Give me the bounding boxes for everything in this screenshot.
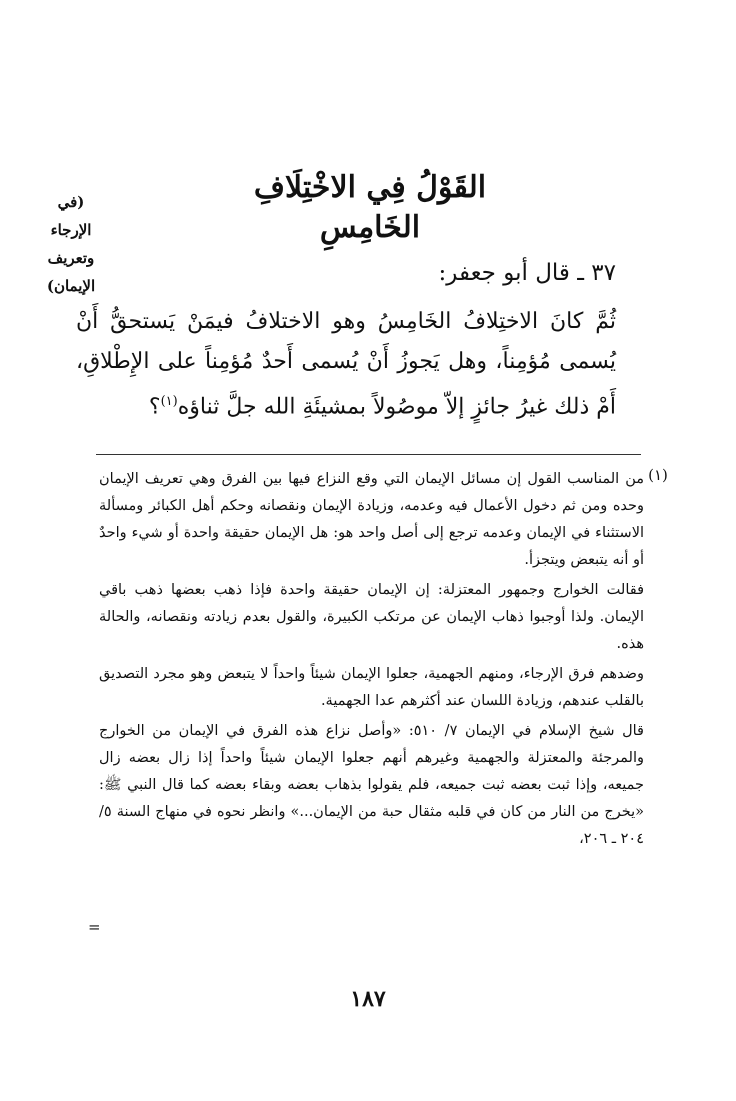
- footnote-divider: [96, 454, 641, 455]
- margin-note-line: (في: [57, 193, 85, 211]
- footnote-paragraph: فقالت الخوارج وجمهور المعتزلة: إن الإيمان حقيقة واحدة فإذا ذهب بعضها ذهب باقي الإيمان. ولذا أوجبوا ذهاب الإيمان عن مرتكب الكبيرة، والقول بعدم زيادته ونقصانه، والحالة هذه.: [99, 582, 644, 652]
- footnote-text: [99, 466, 644, 856]
- margin-note-line: الإيمان): [46, 277, 96, 295]
- main-text: [76, 302, 616, 427]
- footnote-paragraph: من المناسب القول إن مسائل الإيمان التي وقع النزاع فيها بين الفرق وهي تعريف الإيمان وحده ومن ثم دخول الأعمال فيه وعدمه، وزيادة الإيمان ونقصانه وحكم أهل الكبائر ومسألة الاستثناء في الإيمان وعدمه ترجع إلى أصل واحد هو: هل الإيمان حقيقة واحدة أو شيء واحدٌ أو أنه يتبعض ويتجزأ.: [99, 471, 644, 568]
- section-heading: ٣٧ ـ قال أبو جعفر:: [438, 260, 616, 286]
- margin-note: [30, 188, 112, 300]
- footnote-number: (١): [648, 466, 668, 484]
- footnote-reference: (١): [160, 394, 178, 409]
- main-paragraph: [76, 302, 616, 427]
- margin-note-line: الإرجاء: [50, 221, 92, 239]
- footnote-paragraph: وضدهم فرق الإرجاء، ومنهم الجهمية، جعلوا الإيمان شيئاً واحداً لا يتبعض وهو مجرد التصديق بالقلب عندهم، وزيادة اللسان عند أكثرهم عدا الجهمية.: [99, 666, 644, 709]
- question-mark: ؟: [148, 394, 161, 420]
- footnote-paragraph: قال شيخ الإسلام في الإيمان ٧/ ٥١٠: «وأصل نزاع هذه الفرق في الإيمان من الخوارج والمرجئة والمعتزلة والجهمية وغيرهم أنهم جعلوا الإيمان شيئاً واحداً إذا زال بعضه زال جميعه، وإذا ثبت بعضه ثبت جميعه، فلم يقولوا بذهاب بعضه وبقاء بعضه كما قال النبي ﷺ: «يخرج من النار من كان في قلبه مثقال حبة من الإيمان...» وانظر نحوه في منهاج السنة ٥/ ٢٠٤ ـ ٢٠٦،: [99, 723, 644, 847]
- chapter-title: القَوْلُ فِي الاخْتِلَافِ الخَامِسِ: [253, 170, 487, 245]
- page-number: ١٨٧: [350, 986, 386, 1012]
- continuation-mark: =: [88, 918, 101, 936]
- main-text-body: ثُمَّ كانَ الاختِلافُ الخَامِسُ وهو الاختلافُ فيمَنْ يَستحقُّ أَنْ يُسمى مُؤمِناً، وهل يَجوزُ أَنْ يُسمى أَحدٌ مُؤمِناً على الإِطْلاقِ، أَمْ ذلك غيرُ جائزٍ إلاّ موصُولاً بمشيئَةِ الله جلَّ ثناؤه: [76, 309, 617, 420]
- margin-note-line: وتعريف: [47, 249, 95, 267]
